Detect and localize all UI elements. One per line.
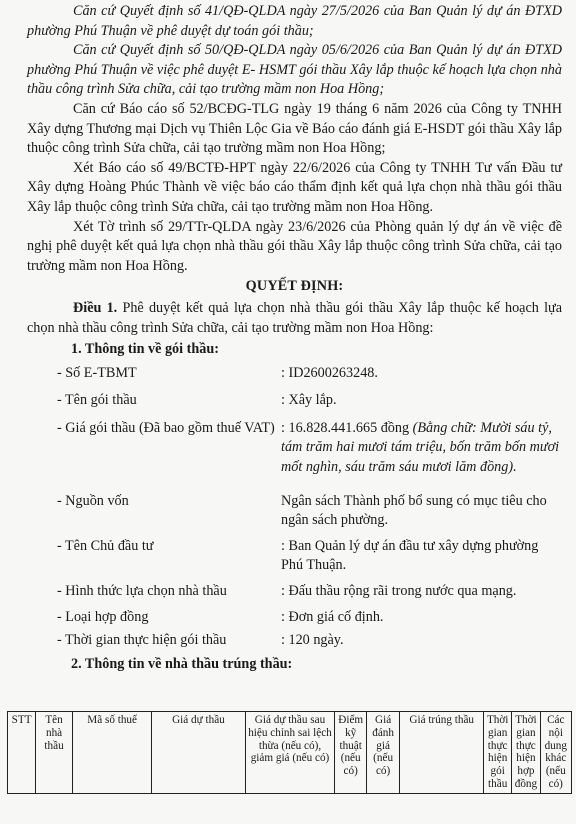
section-2-title: 2. Thông tin về nhà thầu trúng thầu: [71,655,293,672]
decision-title: QUYẾT ĐỊNH: [245,278,344,295]
info-label: - Hình thức lựa chọn nhà thầu [57,583,227,600]
col-header-contract-duration: Thời gian thực hiện hợp đồng [512,712,540,794]
info-value: Ngân sách Thành phố bổ sung có mục tiêu cho ngân sách phường. [281,492,547,529]
info-value: : Xây lắp. [281,392,337,409]
col-header-package-duration: Thời gian thực hiện gói thầu [484,712,512,794]
price-in-words: (Bằng chữ: Mười sáu tỷ, tám trăm hai mươi tám triệu, bốn trăm bốn mươi mốt nghìn, sáu trăm sáu mươi lăm đồng). [281,419,560,476]
info-value: : 120 ngày. [281,632,344,649]
article-1-text: Phê duyệt kết quả lựa chọn nhà thầu gói thầu Xây lắp thuộc kế hoạch lựa chọn nhà thầu công trình Sửa chữa, cải tạo trường mầm non Hoa Hồng: [27,299,562,336]
section-1-title: 1. Thông tin về gói thầu: [71,341,219,358]
info-value: : Ban Quản lý dự án đầu tư xây dựng phường Phú Thuận. [281,537,539,574]
col-header-contractor-name: Tên nhà thầu [36,712,73,794]
col-header-technical-score: Điểm kỹ thuật (nếu có) [335,712,366,794]
info-label: - Nguồn vốn [57,492,129,509]
preamble-consideration-1: Xét Báo cáo số 49/BCTĐ-HPT ngày 22/6/2026 của Công ty TNHH Tư vấn Đầu tư Xây dựng Hoàng Phúc Thành về việc báo cáo thẩm định kết quả lựa chọn nhà thầu gói thầu Xây lắp thuộc công trình Sửa chữa, cải tạo trường mầm non Hoa Hồng. [27,159,562,215]
info-label: - Thời gian thực hiện gói thầu [57,632,227,649]
info-label: - Giá gói thầu (Đã bao gồm thuế VAT) [57,419,275,436]
info-value: : Đấu thầu rộng rãi trong nước qua mạng. [281,583,517,600]
info-row-selection-method [57,582,562,602]
info-value: : ID2600263248. [281,364,378,381]
winning-contractor-table [7,711,572,794]
info-row-investor [57,537,562,576]
preamble-basis-1: Căn cứ Quyết định số 41/QĐ-QLDA ngày 27/5/2026 của Ban Quản lý dự án ĐTXD phường Phú Thuận về phê duyệt dự toán gói thầu; [27,3,562,39]
info-row-tbmt [57,364,562,384]
info-row-package-name [57,391,562,411]
info-label: - Số E-TBMT [57,364,137,381]
col-header-adjusted-bid-price: Giá dự thầu sau hiệu chỉnh sai lệch thừa (nếu có), giảm giá (nếu có) [245,712,335,794]
col-header-winning-price: Giá trúng thầu [400,712,484,794]
preamble-consideration-2: Xét Tờ trình số 29/TTr-QLDA ngày 23/6/2026 của Phòng quản lý dự án về việc đề nghị phê duyệt kết quả lựa chọn nhà thầu gói thầu Xây lắp thuộc công trình Sửa chữa, cải tạo trường mầm non Hoa Hồng. [27,218,562,274]
table-header-row [8,712,572,794]
info-label: - Loại hợp đồng [57,608,149,625]
col-header-bid-price: Giá dự thầu [152,712,245,794]
info-value: : Đơn giá cố định. [281,608,384,625]
info-row-funding-source [57,492,562,531]
col-header-other-content: Các nội dung khác (nếu có) [540,712,571,794]
info-row-package-price [57,419,562,478]
info-row-duration [57,631,562,651]
bid-package-info [57,364,562,651]
price-amount: : 16.828.441.665 đồng [281,419,413,436]
article-1 [27,299,562,338]
article-1-label: Điều 1. [73,299,118,316]
col-header-evaluated-price: Giá đánh giá (nếu có) [366,712,399,794]
preamble-basis-2: Căn cứ Quyết định số 50/QĐ-QLDA ngày 05/6/2026 của Ban Quản lý dự án ĐTXD phường Phú Thuận về việc phê duyệt E- HSMT gói thầu Xây lắp thuộc kế hoạch lựa chọn nhà thầu công trình Sửa chữa, cải tạo trường mầm non Hoa Hồng; [27,42,562,98]
info-row-contract-type [57,608,562,628]
info-label: - Tên gói thầu [57,392,137,409]
info-label: - Tên Chủ đầu tư [57,537,154,554]
col-header-tax-code: Mã số thuế [72,712,152,794]
col-header-stt: STT [8,712,36,794]
preamble-basis-3: Căn cứ Báo cáo số 52/BCĐG-TLG ngày 19 tháng 6 năm 2026 của Công ty TNHH Xây dựng Thương mại Dịch vụ Thiên Lộc Gia về Báo cáo đánh giá E-HSDT gói thầu Xây lắp thuộc công trình Sửa chữa, cải tạo trường mầm non Hoa Hồng; [27,100,562,157]
info-value [281,419,562,478]
